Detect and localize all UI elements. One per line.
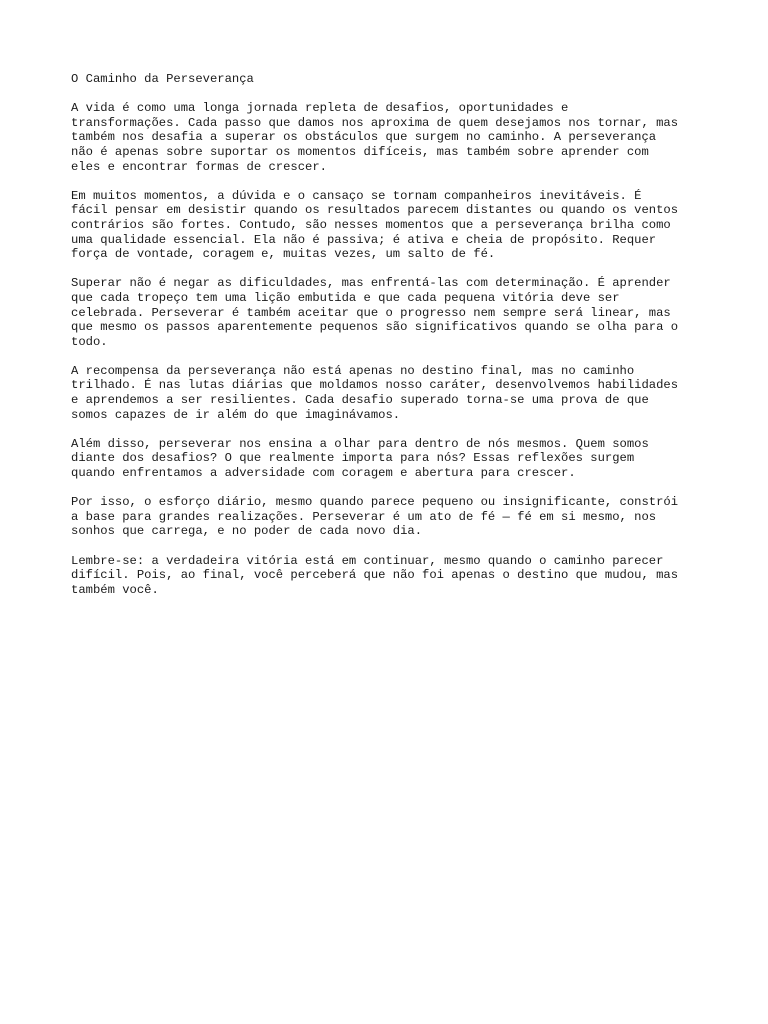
paragraph-line: somos capazes de ir além do que imaginávamos. <box>71 407 401 422</box>
document-title-block <box>71 72 711 87</box>
paragraph <box>71 101 711 174</box>
paragraph <box>71 189 711 262</box>
paragraph <box>71 364 711 422</box>
paragraph-list <box>71 101 711 597</box>
paragraph-line: quando enfrentamos a adversidade com coragem e abertura para crescer. <box>71 466 576 481</box>
document-title: O Caminho da Perseverança <box>71 72 254 86</box>
paragraph-line: que cada tropeço tem uma lição embutida e que cada pequena vitória deve ser <box>71 290 620 305</box>
paragraph-line: Superar não é negar as dificuldades, mas enfrentá-las com determinação. É aprender <box>71 276 671 291</box>
paragraph-line: uma qualidade essencial. Ela não é passiva; é ativa e cheia de propósito. Requer <box>71 232 657 247</box>
paragraph-line: Por isso, o esforço diário, mesmo quando parece pequeno ou insignificante, constrói <box>71 495 679 510</box>
paragraph-line: que mesmo os passos aparentemente pequenos são significativos quando se olha para o <box>71 320 679 335</box>
paragraph-line: Em muitos momentos, a dúvida e o cansaço se tornam companheiros inevitáveis. É <box>71 188 642 203</box>
paragraph-line: contrários são fortes. Contudo, são nesses momentos que a perseverança brilha como <box>71 217 671 232</box>
paragraph <box>71 276 711 349</box>
paragraph-line: a base para grandes realizações. Perseverar é um ato de fé — fé em si mesmo, nos <box>71 509 657 524</box>
paragraph-line: A vida é como uma longa jornada repleta de desafios, oportunidades e <box>71 101 569 116</box>
paragraph <box>71 495 711 539</box>
paragraph-line: Além disso, perseverar nos ensina a olhar para dentro de nós mesmos. Quem somos <box>71 436 649 451</box>
paragraph <box>71 554 711 598</box>
paragraph-line: sonhos que carrega, e no poder de cada novo dia. <box>71 524 423 539</box>
paragraph-line: celebrada. Perseverar é também aceitar que o progresso nem sempre será linear, mas <box>71 305 671 320</box>
paragraph-line: não é apenas sobre suportar os momentos difíceis, mas também sobre aprender com <box>71 144 649 159</box>
paragraph-line: difícil. Pois, ao final, você perceberá que não foi apenas o destino que mudou, mas <box>71 568 679 583</box>
paragraph-line: fácil pensar em desistir quando os resultados parecem distantes ou quando os ventos <box>71 203 679 218</box>
paragraph-line: A recompensa da perseverança não está apenas no destino final, mas no caminho <box>71 363 635 378</box>
paragraph-line: transformações. Cada passo que damos nos aproxima de quem desejamos nos tornar, mas <box>71 115 679 130</box>
paragraph-line: e aprendemos a ser resilientes. Cada desafio superado torna-se uma prova de que <box>71 393 649 408</box>
paragraph-line: também você. <box>71 582 159 597</box>
document-body <box>71 72 711 612</box>
paragraph-line: trilhado. É nas lutas diárias que moldamos nosso caráter, desenvolvemos habilidades <box>71 378 679 393</box>
paragraph-line: eles e encontrar formas de crescer. <box>71 159 327 174</box>
paragraph <box>71 437 711 481</box>
paragraph-line: também nos desafia a superar os obstáculos que surgem no caminho. A perseverança <box>71 130 657 145</box>
paragraph-line: Lembre-se: a verdadeira vitória está em continuar, mesmo quando o caminho parecer <box>71 553 664 568</box>
paragraph-line: força de vontade, coragem e, muitas vezes, um salto de fé. <box>71 247 496 262</box>
paragraph-line: todo. <box>71 334 108 349</box>
paragraph-line: diante dos desafios? O que realmente importa para nós? Essas reflexões surgem <box>71 451 635 466</box>
